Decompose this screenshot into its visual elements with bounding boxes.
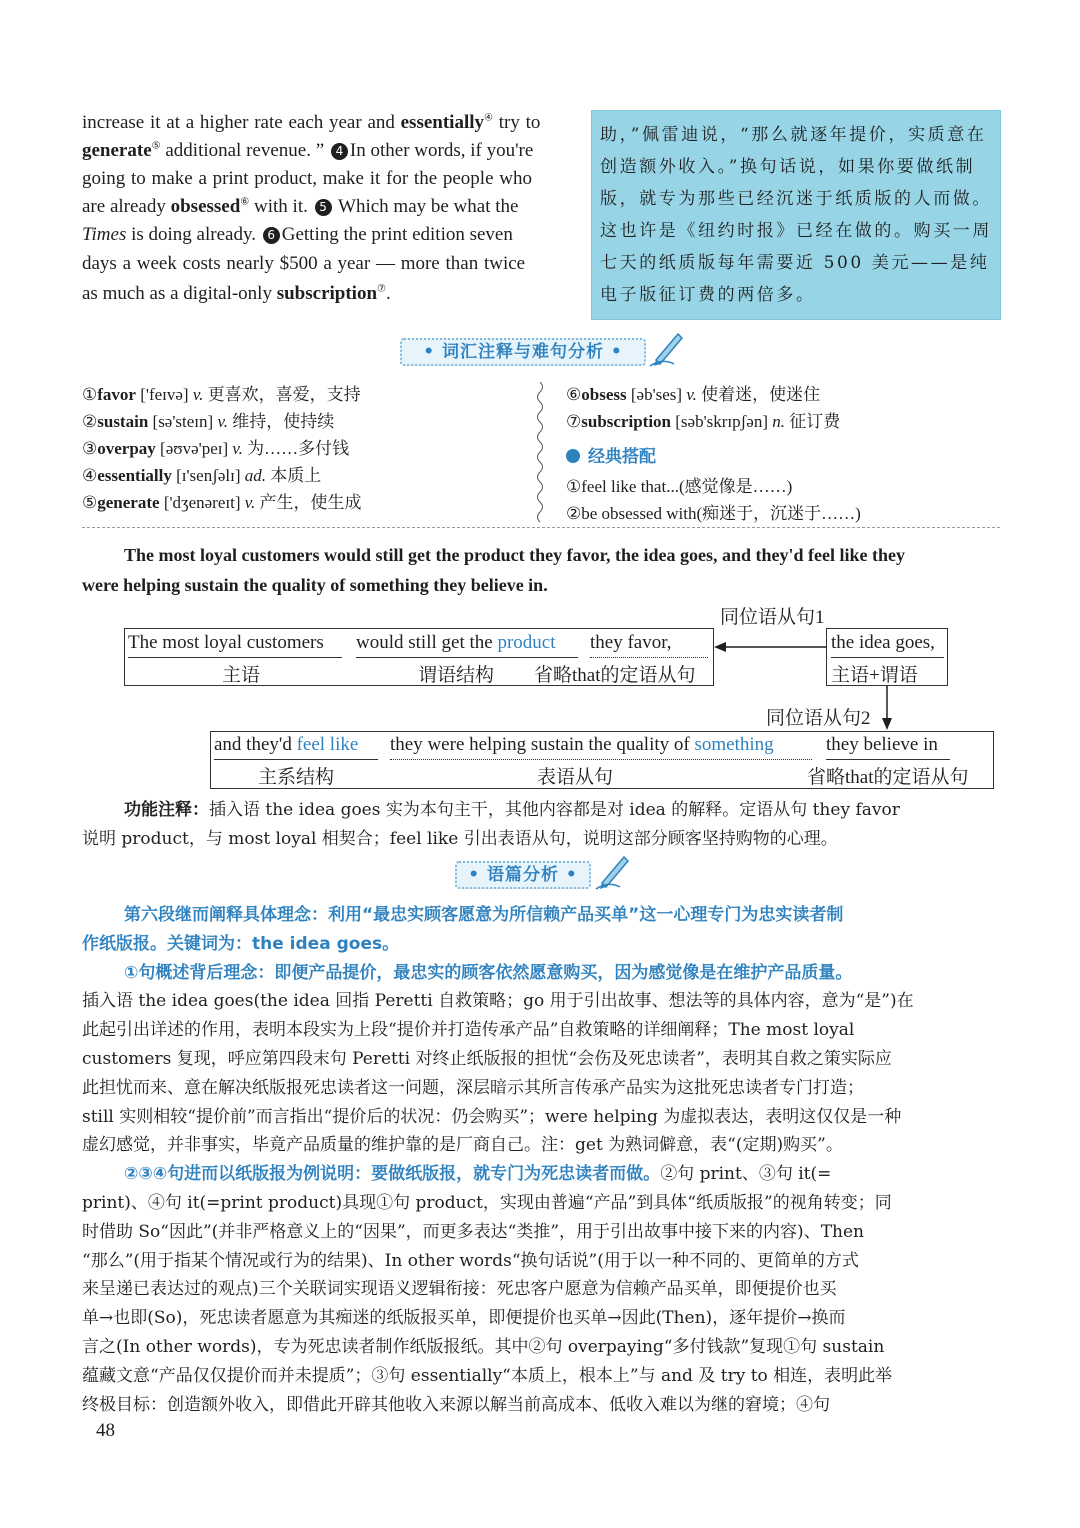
translation-line: 创造额外收入。”换句话说，如果你要做纸制 xyxy=(600,157,976,177)
idea-goes-segment: the idea goes, xyxy=(831,632,935,653)
vocab-item: ⑥obsess [əb'ses] v. 使着迷，使迷住 xyxy=(566,385,821,404)
collocation-item: ②be obsessed with(痴迷于，沉迷于……) xyxy=(566,504,861,523)
passage-line: as much as a digital-only subscription⑦. xyxy=(82,283,391,304)
analysis-line: 时借助 So“因此”(并非严格意义上的“因果”，而更多表达“类推”，用于引出故事中接下来的内容)、Then xyxy=(82,1221,864,1242)
translation-line: 七天的纸质版每年需要近 500 美元——是纯 xyxy=(600,253,990,273)
analysis-line: ②③④句进而以纸版报为例说明：要做纸版报，就专门为死忠读者而做。②句 print、③句 it(= xyxy=(124,1164,832,1185)
predicative-segment: they were helping sustain the quality of something xyxy=(390,734,774,755)
vocab-item: ⑦subscription [səb'skrɪpʃən] n. 征订费 xyxy=(566,412,841,431)
underline xyxy=(214,759,378,760)
arrow-left-icon xyxy=(714,640,828,654)
analysis-line: 言之(In other words)，专为死忠读者制作纸版报纸。其中②句 overpaying“多付钱款”复现①句 sustain xyxy=(82,1337,885,1357)
vocab-item: ③overpay [əʊvə'peɪ] v. 为……多付钱 xyxy=(82,439,350,458)
analysis-line: 来呈递已表达过的观点)三个关联词实现语义逻辑衔接：死忠客户愿意为信赖产品买单，即便提价也买 xyxy=(82,1279,837,1300)
analysis-line: ①句概述背后理念：即便产品提价，最忠实的顾客依然愿意购买，因为感觉像是在维护产品质量。 xyxy=(124,962,853,983)
arrow-down-icon xyxy=(880,686,894,730)
subject-segment: The most loyal customers xyxy=(128,632,324,653)
page-number: 48 xyxy=(96,1420,115,1441)
translation-line: 版，就专为那些已经沉迷于纸质版的人而做。 xyxy=(600,189,992,209)
function-note-line: 功能注释：插入语 the idea goes 实为本句主干，其他内容都是对 idea 的解释。定语从句 they favor xyxy=(124,800,900,820)
caption-subject: 主语 xyxy=(222,665,261,686)
discourse-section-header: • 语篇分析 • xyxy=(455,861,591,889)
translation-line: 这也许是《纽约时报》已经在做的。购买一周 xyxy=(600,221,992,241)
analysis-line: 此担忧而来、意在解决纸版报死忠读者这一问题，深层暗示其所言传承产品实为这批死忠读者专门打造； xyxy=(82,1077,864,1098)
vocab-item: ②sustain [sə'steɪn] v. 维持，使持续 xyxy=(82,412,335,431)
collocation-item: ①feel like that...(感觉像是……) xyxy=(566,477,793,496)
appositive-label-2: 同位语从句2 xyxy=(766,708,871,729)
appositive-label-1: 同位语从句1 xyxy=(720,607,825,628)
passage-line: days a week costs nearly $500 a year — more than twice xyxy=(82,253,526,274)
analysis-line: 插入语 the idea goes(the idea 回指 Peretti 自救策略；go 用于引出故事、想法等的具体内容，意为“是”)在 xyxy=(82,991,914,1012)
predicate-segment: would still get the product xyxy=(356,632,556,653)
analysis-line: 蕴藏文意“产品仅仅提价而并未提质”；③句 essentially“本质上，根本上”与 and 及 try to 相连，表明此举 xyxy=(82,1365,893,1386)
function-note-line: 说明 product，与 most loyal 相契合；feel like 引出表语从句，说明这部分顾客坚持购物的心理。 xyxy=(82,829,838,849)
analysis-line: 单→也即(So)，死忠读者愿意为其痴迷的纸版报买单，即便提价也买单→因此(Then)，逐年提价→换而 xyxy=(82,1308,846,1329)
sentence-number-4: 4 xyxy=(331,143,348,160)
vocab-item: ①favor ['feɪvə] v. 更喜欢，喜爱，支持 xyxy=(82,385,361,404)
analysis-line: still 实则相较“提价前”而言指出“提价后的状况：仍会购买”；were helping 为虚拟表达，表明这仅仅是一种 xyxy=(82,1106,902,1127)
caption-attributive: 省略that的定语从句 xyxy=(534,665,696,686)
passage-line: Times is doing already. 6 Getting the print edition seven xyxy=(82,224,513,245)
sentence-number-6: 6 xyxy=(263,227,280,244)
underline xyxy=(590,657,708,658)
passage-line: going to make a print product, make it for the people who xyxy=(82,168,532,189)
pen-icon xyxy=(594,851,634,891)
translation-line: 电子版征订费的两倍多。 xyxy=(600,285,816,305)
sentence-line: were helping sustain the quality of something they believe in. xyxy=(82,575,548,595)
underline xyxy=(831,657,944,658)
analysis-line: “那么”(用于指某个情况或行为的结果)、In other words“换句话说”(用于以一种不同的、更简单的方式 xyxy=(82,1250,859,1271)
caption-linking: 主系结构 xyxy=(258,767,335,788)
underline xyxy=(390,759,812,760)
caption-predicative: 表语从句 xyxy=(537,767,614,788)
underline xyxy=(826,759,950,760)
caption-predicate: 谓语结构 xyxy=(418,665,495,686)
attributive-segment-2: they believe in xyxy=(826,734,938,755)
vocab-item: ④essentially [ɪ'senʃəlɪ] ad. 本质上 xyxy=(82,466,322,485)
analysis-line: 终极目标：创造额外收入，即借此开辟其他收入来源以解当前高成本、低收入难以为继的窘境；④句 xyxy=(82,1394,830,1415)
analysis-line: 作纸版报。关键词为：the idea goes。 xyxy=(82,933,400,954)
function-note xyxy=(82,795,1002,855)
caption-attributive-2: 省略that的定语从句 xyxy=(807,767,969,788)
collocation-title: 经典搭配 xyxy=(566,442,656,467)
analysis-line: 虚幻感觉，并非事实，毕竟产品质量的维护靠的是厂商自己。注：get 为熟词僻意，表“(定期)购买”。 xyxy=(82,1135,843,1156)
discourse-analysis xyxy=(82,900,1002,1420)
analysis-line: 第六段继而阐释具体理念：利用“最忠实顾客愿意为所信赖产品买单”这一心理专门为忠实读者制 xyxy=(124,905,844,925)
analysis-line: 此起引出详述的作用，表明本段实为上段“提价并打造传承产品”自救策略的详细阐释；The most loyal xyxy=(82,1020,855,1041)
underline xyxy=(128,657,342,658)
linking-segment: and they'd feel like xyxy=(214,734,359,755)
attributive-segment: they favor, xyxy=(590,632,672,653)
caption-subject-predicate: 主语+谓语 xyxy=(831,665,918,686)
analysis-line: print)、④句 it(=print product)具现①句 product，实现由普遍“产品”到具体“纸质版报”的视角转变；同 xyxy=(82,1193,892,1213)
passage-line: generate⑤ additional revenue. ” 4 In other words, if you're xyxy=(82,140,534,161)
vocab-section-header: • 词汇注释与难句分析 • xyxy=(400,338,646,366)
passage-line: are already obsessed⑥ with it. 5 Which may be what the xyxy=(82,196,519,217)
passage-line: increase it at a higher rate each year and essentially④ try to xyxy=(82,112,541,133)
underline xyxy=(356,657,578,658)
analysis-line: customers 复现，呼应第四段末句 Peretti 对终止纸版报的担忧“会伤及死忠读者”，表明其自救之策实际应 xyxy=(82,1049,892,1069)
sentence-line: The most loyal customers would still get the product they favor, the idea goes, and they'd feel like they xyxy=(124,545,905,565)
translation-line: 助，”佩雷迪说，“那么就逐年提价，实质意在 xyxy=(600,125,987,145)
vocab-item: ⑤generate ['dʒenəreɪt] v. 产生，使生成 xyxy=(82,493,362,512)
sentence-number-5: 5 xyxy=(315,199,332,216)
